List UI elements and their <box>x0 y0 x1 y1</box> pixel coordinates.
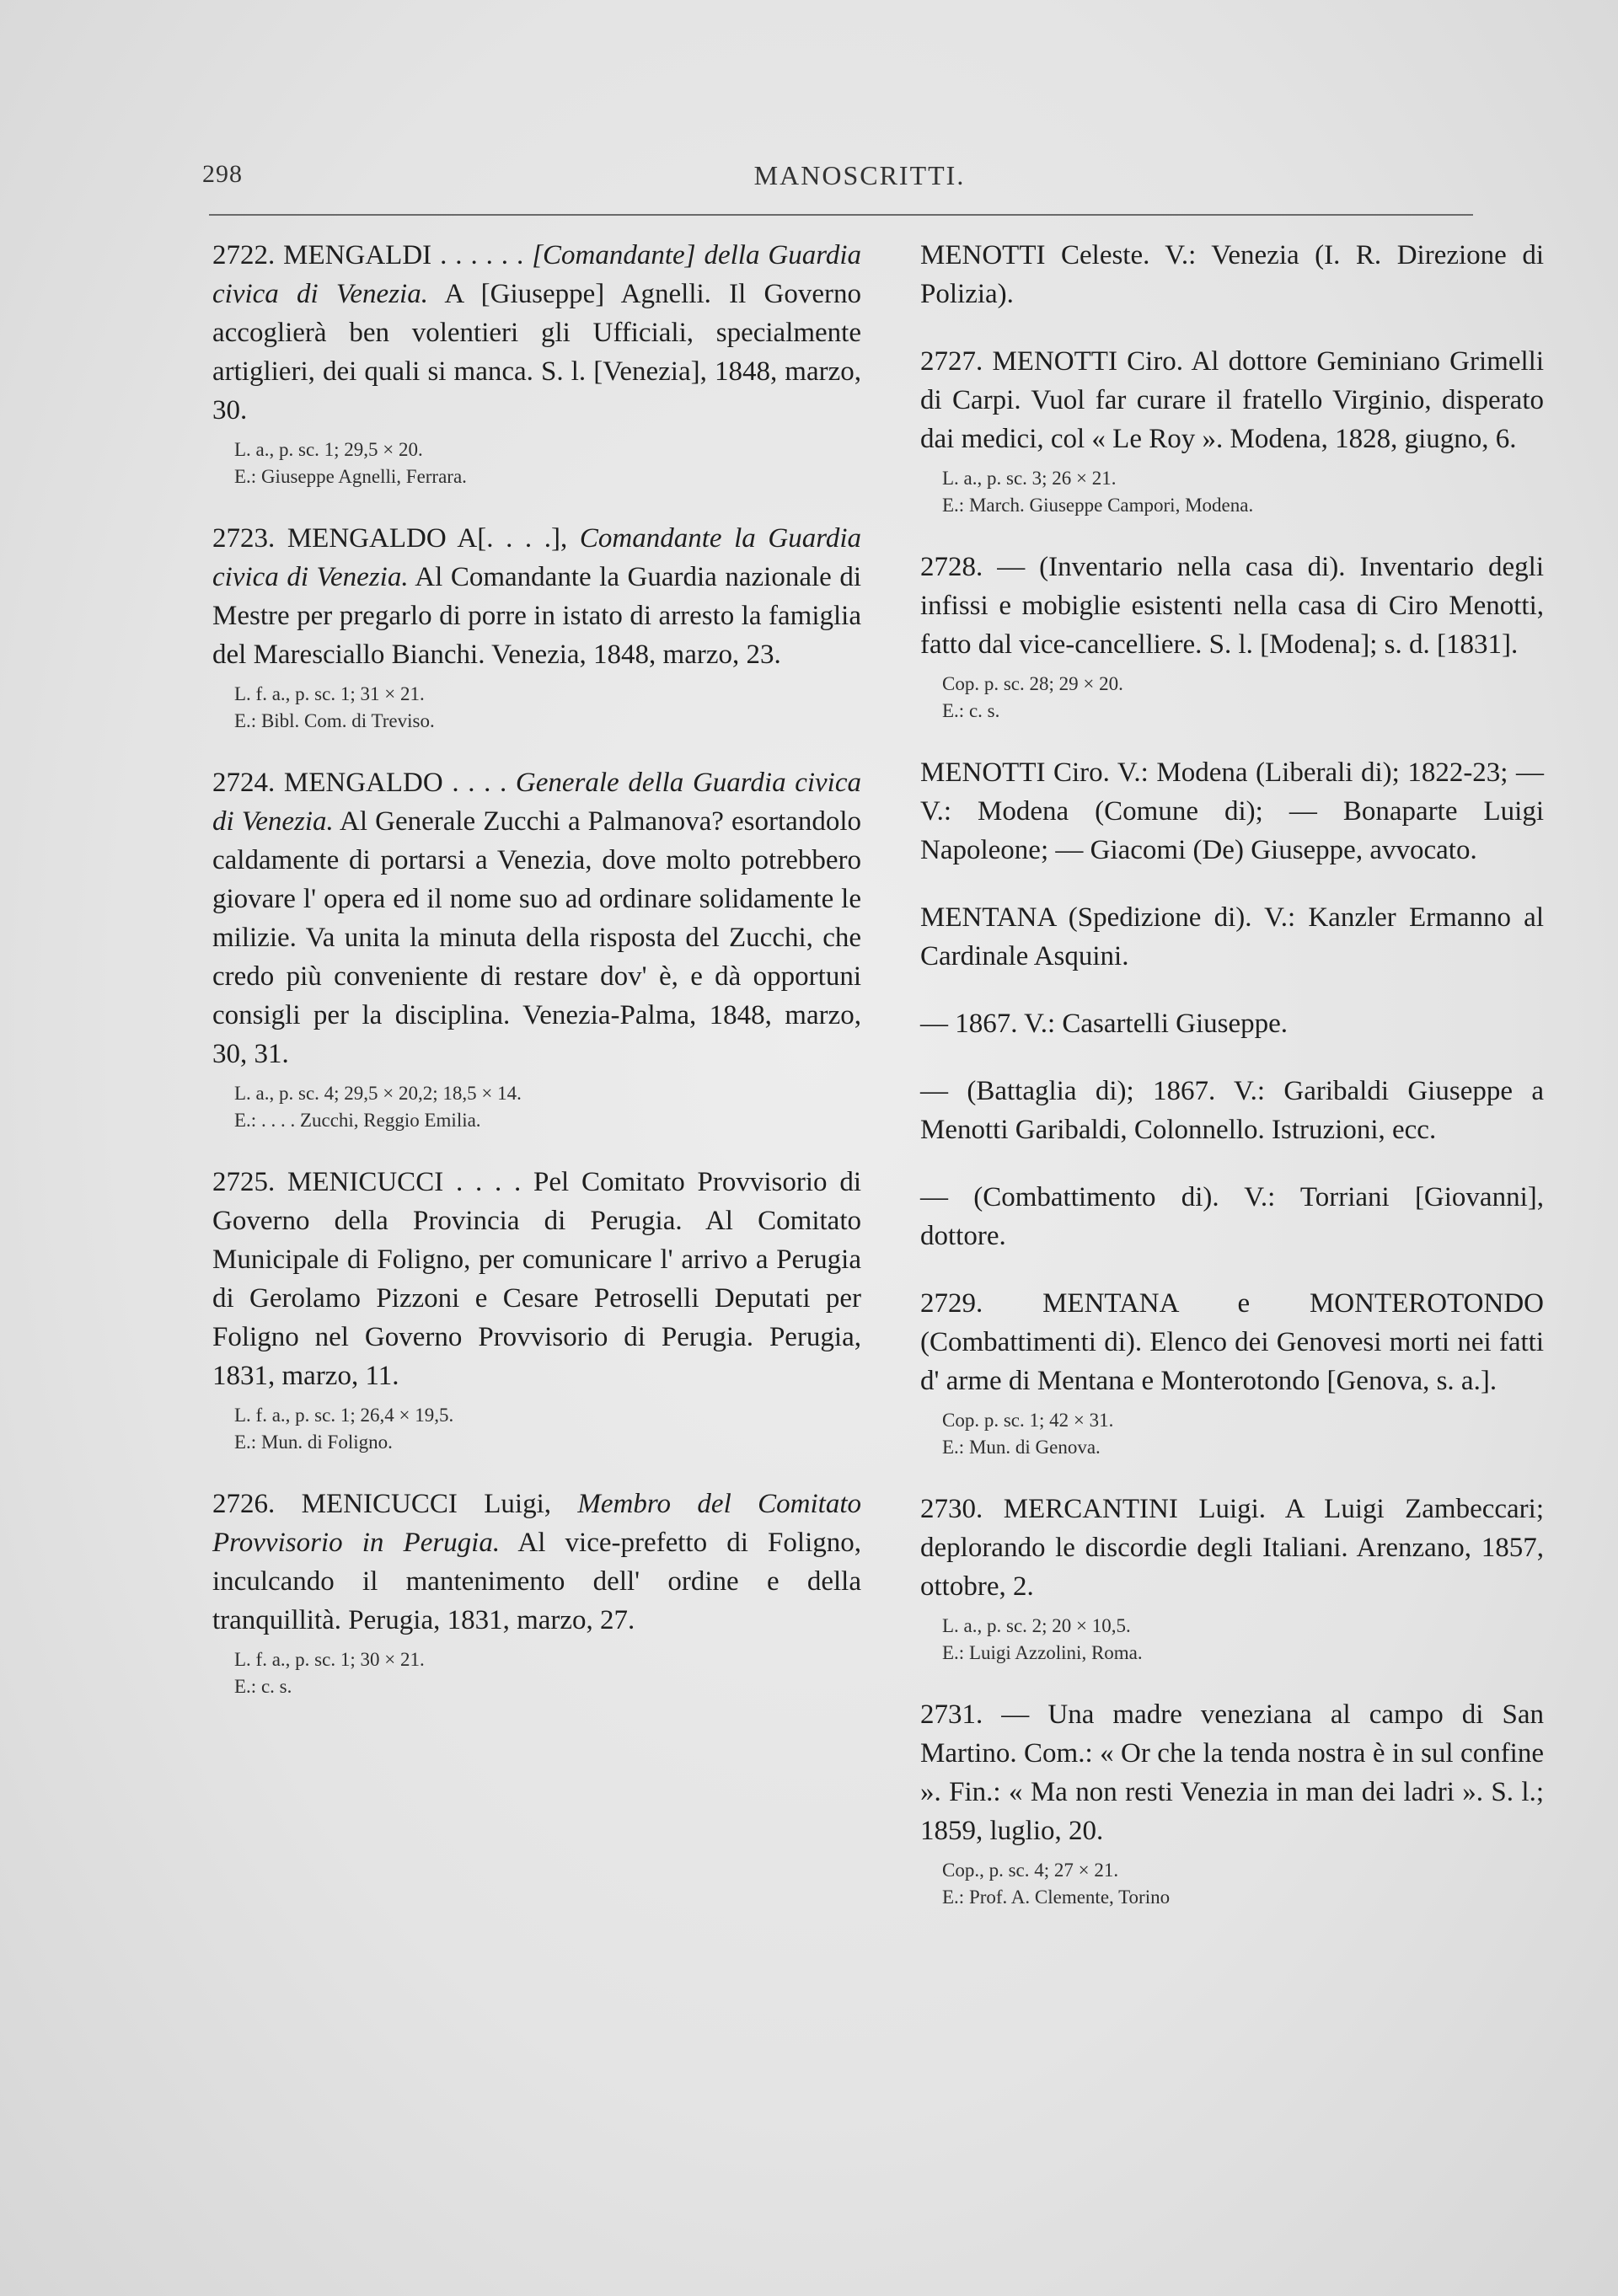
catalog-entry-mentana-spedizione <box>920 898 1544 976</box>
right-column <box>920 236 1544 1940</box>
page-header <box>202 160 1517 199</box>
entry-meta: L. a., p. sc. 2; 20 × 10,5. E.: Luigi Azzolini, Roma. <box>942 1615 1143 1663</box>
entry-meta: Cop. p. sc. 28; 29 × 20. E.: c. s. <box>942 673 1123 721</box>
entry-meta: Cop., p. sc. 4; 27 × 21. E.: Prof. A. Clemente, Torino <box>942 1860 1171 1908</box>
page-number: 298 <box>202 160 243 188</box>
entry-text: 2729. MENTANA e MONTEROTONDO (Combattimenti di). Elenco dei Genovesi morti nei fatti d' arme di Mentana e Monterotondo [Genova, s. a.]. <box>920 1288 1544 1396</box>
running-title: MANOSCRITTI. <box>753 160 966 190</box>
catalog-entry-mentana-battaglia <box>920 1072 1544 1149</box>
entry-text: MENTANA (Spedizione di). V.: Kanzler Ermanno al Cardinale Asquini. <box>920 902 1544 971</box>
catalog-entry-2730 <box>920 1490 1544 1667</box>
entry-text: 2731. — Una madre veneziana al campo di San Martino. Com.: « Or che la tenda nostra è in sul confine ». Fin.: « Ma non resti Venezia in man dei ladri ». S. l.; 1859, luglio, 20. <box>920 1699 1544 1846</box>
entry-text: 2723. MENGALDO A[. . . .], Comandante la Guardia civica di Venezia. Al Comandante la Guardia nazionale di Mestre per pregarlo di porre in istato di arresto la famiglia del Maresciallo Bianchi. Venezia, 1848, marzo, 23. <box>212 523 861 670</box>
entry-meta: L. a., p. sc. 1; 29,5 × 20. E.: Giuseppe Agnelli, Ferrara. <box>234 439 467 487</box>
entry-text: 2728. — (Inventario nella casa di). Inventario degli infissi e mobiglie esistenti nella casa di Ciro Menotti, fatto dal vice-cancelliere. S. l. [Modena]; s. d. [1831]. <box>920 552 1544 660</box>
left-column <box>212 236 861 1729</box>
catalog-entry-2727 <box>920 342 1544 519</box>
entry-text: MENOTTI Ciro. V.: Modena (Liberali di); 1822-23; — V.: Modena (Comune di); — Bonaparte Luigi Napoleone; — Giacomi (De) Giuseppe, avvocato. <box>920 757 1544 865</box>
entry-text: MENOTTI Celeste. V.: Venezia (I. R. Direzione di Polizia). <box>920 240 1544 309</box>
entry-text: 2722. MENGALDI . . . . . . [Comandante] della Guardia civica di Venezia. A [Giuseppe] Agnelli. Il Governo accoglierà ben volentieri gli Ufficiali, specialmente artiglieri, dei quali si manca. S. l. [Venezia], 1848, marzo, 30. <box>212 240 861 425</box>
catalog-entry-menotti-celeste <box>920 236 1544 313</box>
entry-text: 2725. MENICUCCI . . . . Pel Comitato Provvisorio di Governo della Provincia di Perugia. Al Comitato Municipale di Foligno, per comunicare l' arrivo a Perugia di Gerolamo Pizzoni e Cesare Petroselli Deputati per Foligno nel Governo Provvisorio di Perugia. Perugia, 1831, marzo, 11. <box>212 1167 861 1391</box>
entry-text: 2724. MENGALDO . . . . Generale della Guardia civica di Venezia. Al Generale Zucchi a Palmanova? esortandolo caldamente di portarsi a Venezia, dove molto potrebbero giovare l' opera ed il nome suo ad ordinare solidamente le milizie. Va unita la minuta della risposta del Zucchi, che credo più conveniente di restare dov' è, e dà opportuni consigli per la disciplina. Venezia-Palma, 1848, marzo, 30, 31. <box>212 768 861 1069</box>
catalog-entry-2729 <box>920 1284 1544 1461</box>
entry-text: 2730. MERCANTINI Luigi. A Luigi Zambeccari; deplorando le discordie degli Italiani. Arenzano, 1857, ottobre, 2. <box>920 1494 1544 1602</box>
entry-text: — (Battaglia di); 1867. V.: Garibaldi Giuseppe a Menotti Garibaldi, Colonnello. Istruzioni, ecc. <box>920 1076 1544 1145</box>
entry-meta: L. f. a., p. sc. 1; 31 × 21. E.: Bibl. Com. di Treviso. <box>234 683 435 731</box>
catalog-entry-menotti-ciro-v <box>920 753 1544 870</box>
entry-text: 2726. MENICUCCI Luigi, Membro del Comitato Provvisorio in Perugia. Al vice-prefetto di Foligno, inculcando il mantenimento dell' ordine e della tranquillità. Perugia, 1831, marzo, 27. <box>212 1489 862 1635</box>
catalog-entry-2728 <box>920 548 1544 725</box>
entry-meta: L. a., p. sc. 4; 29,5 × 20,2; 18,5 × 14. E.: . . . . Zucchi, Reggio Emilia. <box>234 1083 522 1131</box>
entry-meta: L. a., p. sc. 3; 26 × 21. E.: March. Giuseppe Campori, Modena. <box>942 468 1254 516</box>
catalog-entry-mentana-1867 <box>920 1004 1544 1043</box>
entry-meta: L. f. a., p. sc. 1; 26,4 × 19,5. E.: Mun. di Foligno. <box>234 1405 454 1453</box>
entry-text: — (Combattimento di). V.: Torriani [Giovanni], dottore. <box>920 1182 1544 1251</box>
catalog-entry-2723 <box>212 519 861 735</box>
entry-meta: Cop. p. sc. 1; 42 × 31. E.: Mun. di Genova. <box>942 1410 1114 1458</box>
catalog-entry-2724 <box>212 763 861 1134</box>
entry-meta: L. f. a., p. sc. 1; 30 × 21. E.: c. s. <box>234 1649 425 1697</box>
entry-text: — 1867. V.: Casartelli Giuseppe. <box>920 1009 1288 1039</box>
catalog-entry-mentana-combattimento <box>920 1178 1544 1255</box>
catalog-entry-2722 <box>212 236 861 490</box>
header-rule <box>209 214 1473 216</box>
catalog-entry-2726 <box>212 1485 861 1700</box>
catalog-entry-2731 <box>920 1695 1544 1911</box>
catalog-entry-2725 <box>212 1163 861 1456</box>
entry-text: 2727. MENOTTI Ciro. Al dottore Geminiano Grimelli di Carpi. Vuol far curare il fratello Virginio, disperato dai medici, col « Le Roy ». Modena, 1828, giugno, 6. <box>920 346 1544 454</box>
